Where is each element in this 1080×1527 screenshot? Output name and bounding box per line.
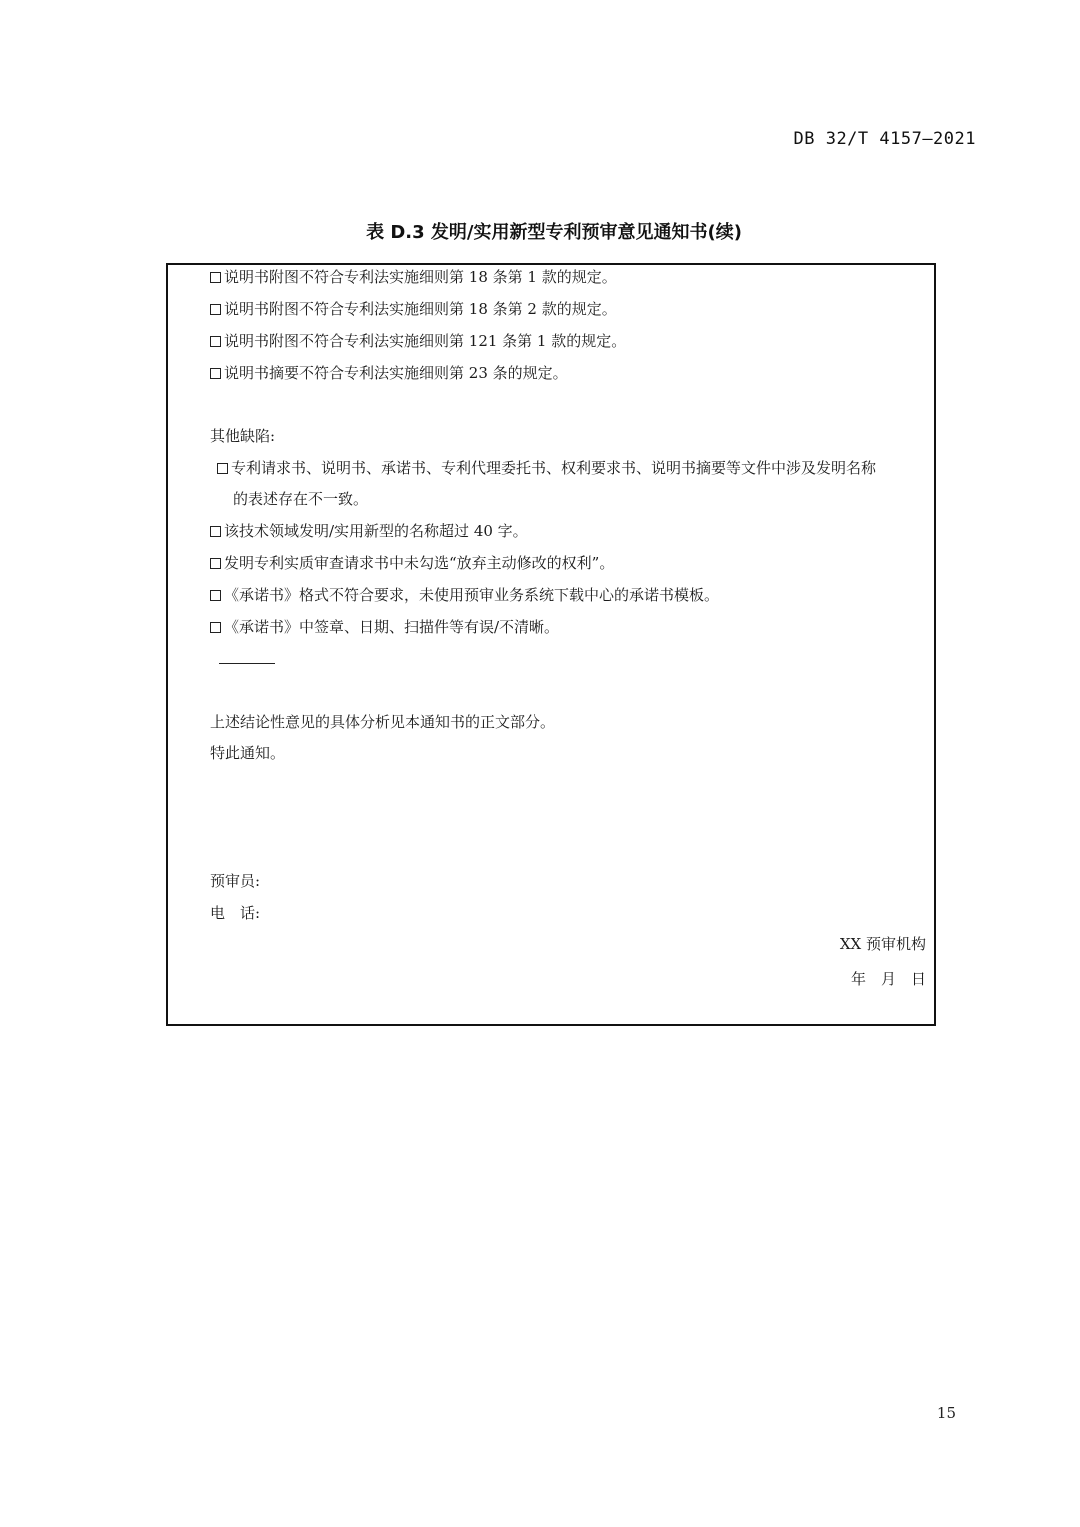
checklist-item <box>210 521 528 541</box>
checklist-item <box>210 363 568 383</box>
date-label: 年 月 日 <box>850 970 926 988</box>
checklist-item-text: 说明书附图不符合专利法实施细则第 121 条第 1 款的规定。 <box>224 332 627 350</box>
checklist-item-text: 专利请求书、说明书、承诺书、专利代理委托书、权利要求书、说明书摘要等文件中涉及发明名称 <box>231 459 877 477</box>
standard-code: DB 32/T 4157—2021 <box>793 129 976 149</box>
checklist-item-text: 说明书摘要不符合专利法实施细则第 23 条的规定。 <box>224 364 568 382</box>
checklist-item <box>210 267 617 287</box>
checkbox-icon <box>210 558 221 569</box>
other-defects-label: 其他缺陷: <box>210 427 276 445</box>
checkbox-icon <box>210 526 221 537</box>
page-number: 15 <box>936 1404 956 1422</box>
examiner-label: 预审员: <box>210 872 261 890</box>
checklist-item <box>210 553 614 573</box>
checklist-item-text: 发明专利实质审查请求书中未勾选“放弃主动修改的权利”。 <box>224 554 615 572</box>
checklist-item <box>210 617 559 637</box>
checklist-item <box>210 331 626 351</box>
checklist-item <box>217 458 876 478</box>
checkbox-icon <box>210 622 221 633</box>
checklist-item-text: 说明书附图不符合专利法实施细则第 18 条第 1 款的规定。 <box>224 268 617 286</box>
organization-name: XX 预审机构 <box>839 935 926 953</box>
table-title: 表 D.3 发明/实用新型专利预审意见通知书(续) <box>366 222 742 243</box>
checklist-item-text: 该技术领域发明/实用新型的名称超过 40 字。 <box>224 522 528 540</box>
notice-text: 特此通知。 <box>210 744 286 762</box>
checkbox-icon <box>210 272 221 283</box>
checkbox-icon <box>210 368 221 379</box>
checkbox-icon <box>210 590 221 601</box>
conclusion-text: 上述结论性意见的具体分析见本通知书的正文部分。 <box>210 713 556 731</box>
notice-form-box <box>166 263 936 1026</box>
checklist-item-text: 说明书附图不符合专利法实施细则第 18 条第 2 款的规定。 <box>224 300 617 318</box>
phone-label: 电 话: <box>210 904 261 922</box>
checkbox-icon <box>210 336 221 347</box>
checklist-item-continuation: 的表述存在不一致。 <box>233 490 369 508</box>
checkbox-icon <box>217 463 228 474</box>
checklist-item-text: 《承诺书》中签章、日期、扫描件等有误/不清晰。 <box>224 618 560 636</box>
checklist-item <box>210 299 617 319</box>
checkbox-icon <box>210 304 221 315</box>
checklist-item-text: 《承诺书》格式不符合要求，未使用预审业务系统下载中心的承诺书模板。 <box>224 586 720 604</box>
checklist-item <box>210 585 719 605</box>
blank-line-divider <box>219 663 275 664</box>
